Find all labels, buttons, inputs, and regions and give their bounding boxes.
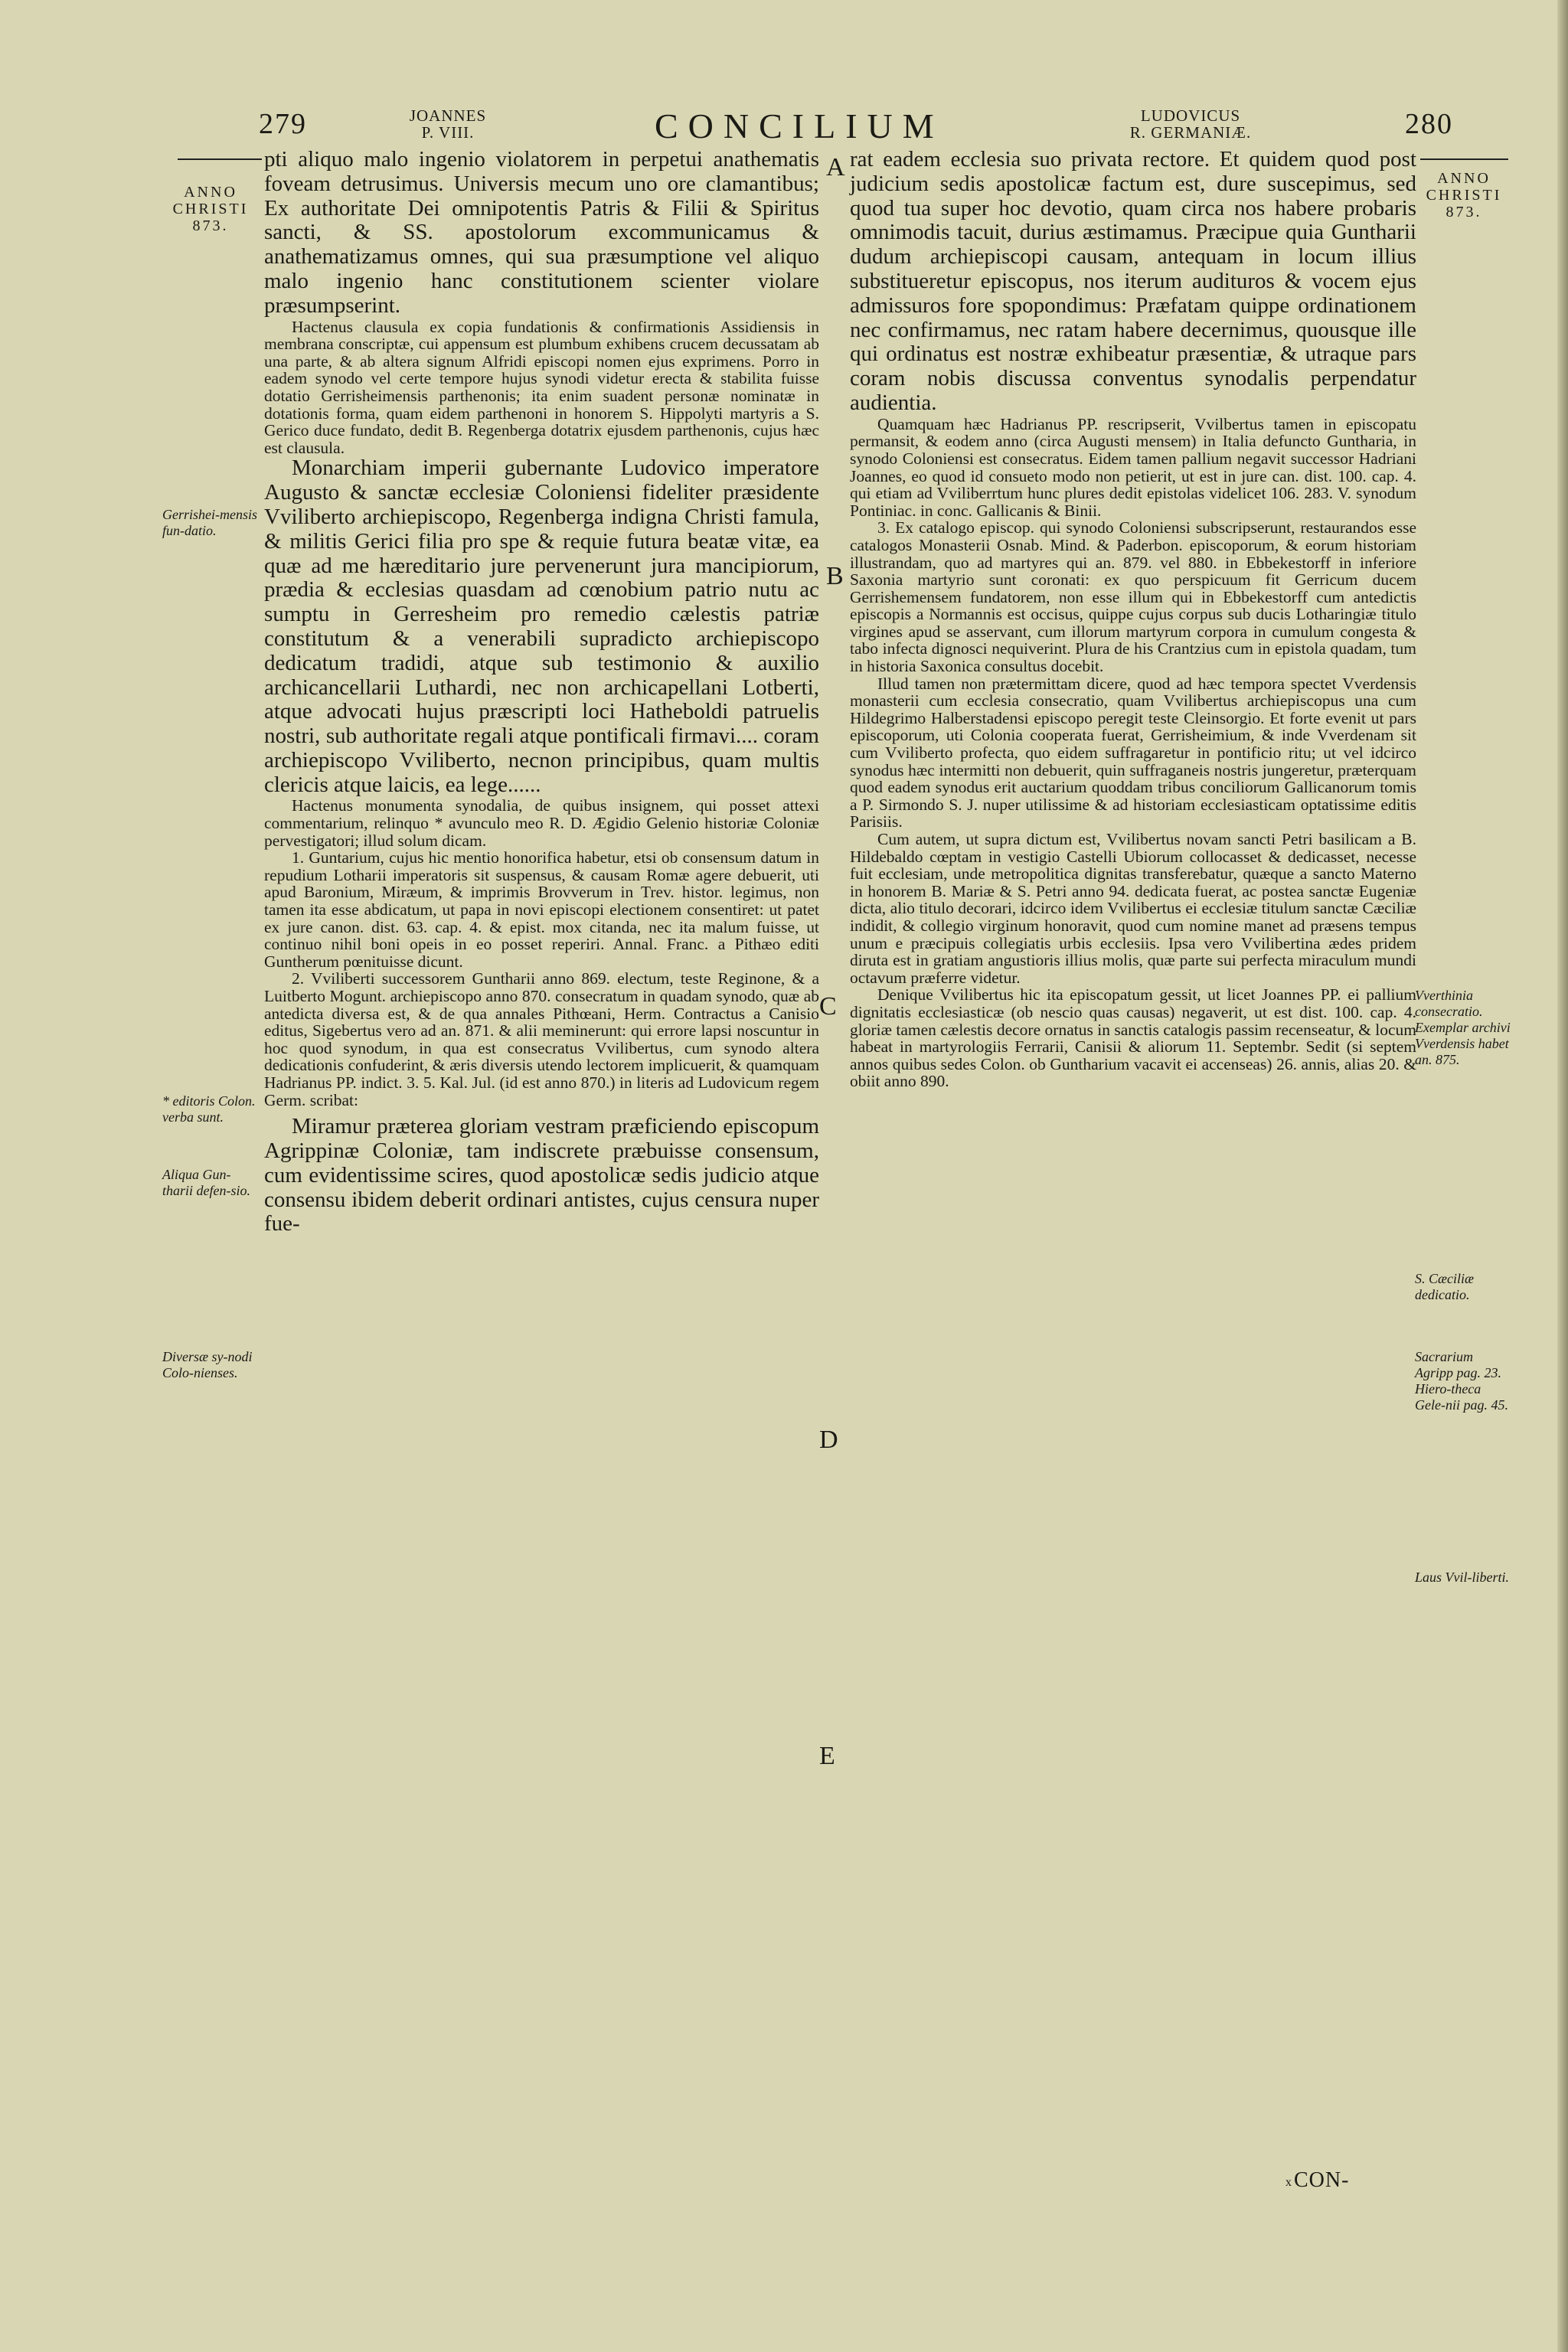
margin-note-caecilia: S. Cæciliæ dedicatio. [1415, 1271, 1475, 1302]
page-number-left: 279 [259, 108, 307, 140]
left-paragraph-5: 1. Guntarium, cujus hic mentio honorifica habetur, etsi ob consensum datum in repudium Lotharii imperatoris sit suspensus, & causam Romæ agere debuerit, uti apud Baronium, Miræum, & imprimis Brovverum in Trev. histor. legimus, non tamen ita esse abdicatum, ut papa in novi episcopi electionem consentiret: ut patet ex jure canon. dist. 63. cap. 4. & epist. mox citanda, nec ita malum fuisse, ut continuo nihil boni opeis in eo posset reperiri. Annal. Franc. a Pithæo editi Guntherum pœnituisse dicunt. [264, 848, 819, 971]
page-number-right: 280 [1405, 108, 1453, 140]
left-paragraph-3: Monarchiam imperii gubernante Ludovico imperatore Augusto & sanctæ ecclesiæ Coloniensi fideliter præsidente Vviliberto archiepiscopo, Regenberga indigna Christi famula, & militis Gerici filia pro spe & requie futura beatæ vitæ, ea quæ ad me hæreditario jure pervenerunt jura mancipiorum, prædia & ecclesias quasdam ad cœnobium patrio nutu ac sumptu in Gerresheim pro remedio cælestis patriæ constitutum & a venerabili supradicto archiepiscopo dedicatum tradidi, atque sub testimonio & auxilio archicancellarii Luthardi, nec non archicapellani Lotberti, atque advocati hujus præscripti loci Hatheboldi patruelis nostri, sub authoritate regali atque pontificali firmavi.... coram archiepiscopo Vviliberto, necnon principibus, quam multis clericis atque laicis, ea lege...... [264, 456, 819, 797]
margin-year-right: ANNO CHRISTI 873. [1426, 170, 1502, 220]
section-letter-c: C [819, 992, 837, 1021]
margin-note-editor: * editoris Colon. verba sunt. [162, 1093, 256, 1125]
right-paragraph-5: Cum autem, ut supra dictum est, Vvilibertus novam sancti Petri basilicam a B. Hildebaldo cœptam in vestigio Castelli Ubiorum collocasset & dedicasset, necesse fuit ecclesiam, unde metropolitica dignitas transferebatur, quæque a sancto Materno in honorem B. Mariæ & S. Petri anno 94. dedicata fuerat, ac postea sanctæ Eugeniæ dicta, alio titulo decorari, idcirco idem Vvilibertus ei ecclesiæ titulum sanctæ Cæciliæ indidit, & collegio virginum honoravit, quod cum nomine manet ad præsens tempus unum e præcipuis collegiatis urbis ecclesiis. Ipsa vero Vvilibertina ædes pridem diruta est in gratiam angustioris illius molis, quæ parte sui perfecta miraculum mundi octavum præferre videtur. [850, 830, 1416, 987]
section-letter-e: E [819, 1742, 835, 1770]
left-paragraph-2: Hactenus clausula ex copia fundationis & confirmationis Assidiensis in membrana conscriptæ, cui appensum est plumbum exhibens crucem decussatam ab una parte, & ab altera signum Alfridi episcopi nomen ejus exprimens. Porro in eadem synodo vel certe tempore hujus synodi videtur erecta & stabilita fuisse dotatio Gerrisheimensis parthenonis; ita enim suadent personæ nominatæ in dotationis forma, quam eidem parthenoni in honorem S. Hippolyti martyris a S. Gerico duce fundato, dedit B. Regenberga dotatrix ejusdem parthenonis, cujus hæc est clausula. [264, 317, 819, 457]
margin-note-gerrisheim: Gerrishei-mensis fun-datio. [162, 507, 257, 538]
header-king: LUDOVICUS R. GERMANIÆ. [1129, 106, 1252, 142]
margin-note-werden: Vverthinia consecratio. Exemplar archivi Vverdensis habet an. 875. [1415, 988, 1511, 1067]
catchword: CON- [1294, 2168, 1350, 2192]
section-letter-a: A [826, 153, 845, 181]
section-letter-b: B [826, 562, 844, 590]
header-pope: JOANNES P. VIII. [409, 106, 487, 142]
left-paragraph-6: 2. Vviliberti successorem Guntharii anno 869. electum, teste Reginone, & a Luitberto Mogunt. archiepiscopo anno 870. consecratum in quadam synodo, quæ ab antedicta diversa est, & de qua annales Pithœani, Herm. Contractus a Canisio editus, Sigebertus vero ad an. 871. & alii meminerunt: qui errore lapsi noscuntur in hoc quod synodum, in qua est consecratus Vvilibertus, cum synodo altera dedicationis confuderint, & æris diversis utendo lectorem implicuerit, & quamquam Hadrianus PP. indict. 3. 5. Kal. Jul. (id est anno 870.) in literis ad Ludovicum regem Germ. scribat: [264, 969, 819, 1109]
left-paragraph-4: Hactenus monumenta synodalia, de quibus insignem, qui posset attexi commentarium, relinquo * avunculo meo R. D. Ægidio Gelenio historiæ Coloniæ pervestigatori; illud solum dicam. [264, 796, 819, 850]
margin-note-sacrarium: Sacrarium Agripp pag. 23. Hiero-theca Gele-nii pag. 45. [1415, 1349, 1508, 1413]
margin-note-willibert: Laus Vvil-liberti. [1415, 1570, 1509, 1585]
header-rule-left [178, 158, 262, 160]
right-paragraph-4: Illud tamen non prætermittam dicere, quod ad hæc tempora spectet Vverdensis monasterii cum ecclesia consecratio, quam Vvilibertus archiepiscopus una cum Hildegrimo Halberstadensi episcopo peregit teste Cleinsorgio. Et forte evenit ut pars episcoporum, uti Colonia cooperata fuerat, Gerrisheimium, & inde Vverdenam sit cum Vviliberto profecta, quo eidem suffragaretur in pontificio ritu; ut vel idcirco synodus hæc intermitti non debuerit, quin suffraganeis nostris jungeretur, præterquam quod eadem synodus erit auctarium quoddam tribus conciliorum Gallicanorum tomis a P. Sirmondo S. J. nuper utilissime & ad historiam ecclesiasticam optatissime editis Parisiis. [850, 674, 1416, 831]
left-column [264, 148, 819, 1236]
right-paragraph-6: Denique Vvilibertus hic ita episcopatum gessit, ut licet Joannes PP. ei pallium dignitatis ecclesiasticæ (ob nescio quas causas) negaverit, ut est dist. 100. cap. 4. gloriæ tamen cælestis decore ornatus in sanctis catalogis passim recenseatur, & locum habeat in martyrologiis Ferrarii, Canisii & aliorum 11. Septembr. Sedit (si septem annos quibus sedes Colon. ob Guntharium vacavit ei accenseas) 26. annis, alias 20. & obiit anno 890. [850, 985, 1416, 1091]
right-paragraph-3: 3. Ex catalogo episcop. qui synodo Coloniensi subscripserunt, restaurandos esse catalogos Monasterii Osnab. Mind. & Paderbon. episcoporum, & eorum historiam illustrandam, quo ad martyres qui an. 879. vel 880. in Ebbekestorff in inferiore Saxonia martyrio sunt coronati: ex quo perspicuum fit Gerricum ducem Gerrishemensem fundatorem, non esse illum qui in Ebbekestorff cum antedictis episcopis a Normannis est occisus, quippe cujus corpus sub ducis Lotharingiæ titulo virgines apud se asservant, cum illorum martyrum corpora in cumulum congesta & tabo infecta dignosci nequiverint. Plura de his Crantzius cum in epistola quadam, tum in historia Saxonica consultus docebit. [850, 518, 1416, 676]
header-title: CONCILIUM [655, 106, 944, 145]
margin-note-synods: Diversæ sy-nodi Colo-nienses. [162, 1349, 253, 1380]
right-paragraph-2: Quamquam hæc Hadrianus PP. rescripserit, Vvilbertus tamen in episcopatu permansit, & eodem anno (circa Augusti mensem) in Italia defuncto Guntharia, in synodo Coloniensi est consecratus. Eidem tamen pallium negavit successor Hadriani Joannes, eo quod id consueto modo non petierit, ut est in jure can. dist. 100. cap. 4. qui etiam ad Vviliberrtum hunc plures dedit epistolas videlicet 106. 283. V. synodum Pontiniac. in conc. Gallicanis & Binii. [850, 414, 1416, 520]
page-binding-edge [1557, 0, 1568, 2352]
section-letter-d: D [819, 1426, 838, 1454]
right-paragraph-1: rat eadem ecclesia suo privata rectore. Et quidem quod post judicium sedis apostolicæ factum est, dure suscepimus, sed quod tua super hoc devotio, quam circa nos habere probaris omnimodis tacuit, durius æstimamus. Præcipue quia Guntharii dudum archiepiscopi causam, antequam in locum illius substitueretur episcopus, nos iterum audituros & vocem ejus admissuros fore spopondimus: Præfatam quippe ordinationem nec confirmamus, nec ratam habere decernimus, quousque ille qui ordinatus est nostræ exhibeatur præsentiæ, & utraque pars coram nobis discussa conventus synodalis perpendatur audientia. [850, 147, 1416, 415]
signature-mark: x [1285, 2176, 1292, 2189]
right-column [850, 148, 1416, 1090]
margin-year-left: ANNO CHRISTI 873. [172, 184, 249, 234]
left-paragraph-1: pti aliquo malo ingenio violatorem in perpetui anathematis foveam detrusimus. Universis mecum uno ore clamantibus; Ex authoritate Dei omnipotentis Patris & Filii & Spiritus sancti, & SS. apostolorum excommunicamus & anathematizamus omnes, qui sua præsumptione vel aliquo malo ingenio hanc constitutionem scienter violare præsumpserint. [264, 147, 819, 318]
header-rule-right [1420, 158, 1508, 160]
margin-note-guntharius: Aliqua Gun-tharii defen-sio. [162, 1167, 250, 1198]
left-paragraph-7: Miramur præterea gloriam vestram præficiendo episcopum Agrippinæ Coloniæ, tam indiscrete præbuisse consensum, cum evidentissime scires, quod apostolicæ sedis judicio atque consensu ibidem deberit ordinari antistes, cujus censura nuper fue- [264, 1114, 819, 1236]
